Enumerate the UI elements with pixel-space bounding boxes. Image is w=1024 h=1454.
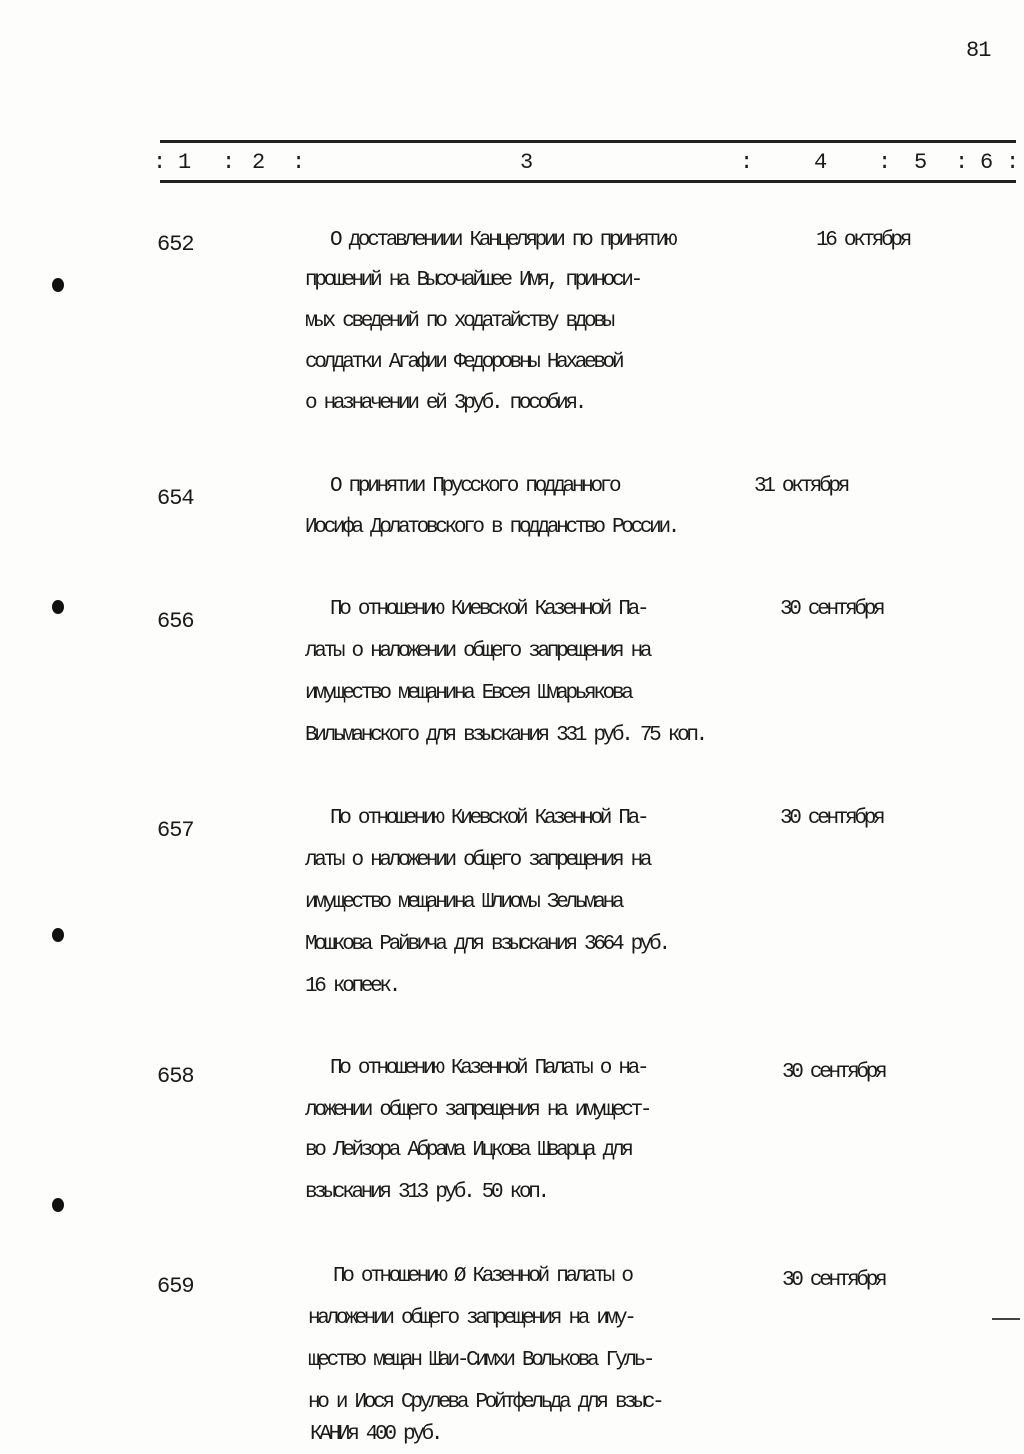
entry-line: По отношению Киевской Казенной Па- [330, 598, 647, 621]
entry-line: взыскания 313 руб. 50 коп. [305, 1181, 547, 1204]
entry-line: 16 копеек. [305, 975, 399, 998]
entry-line: солдатки Агафии Федоровны Нахаевой [305, 351, 622, 374]
col-4: 4 [814, 150, 828, 175]
hole-punch-mark [52, 600, 64, 614]
entry-line: КАНИя 400 руб. [310, 1423, 441, 1446]
col-sep: : [222, 150, 236, 175]
entry-line: По отношению Казенной Палаты о на- [330, 1057, 647, 1080]
entry-number: 654 [157, 486, 194, 511]
entry-line: латы о наложении общего запрещения на [305, 849, 650, 872]
entry-number: 656 [157, 609, 194, 634]
col-sep: : [292, 150, 306, 175]
entry-line: о назначении ей 3руб. пособия. [305, 392, 585, 415]
header-rule-top [160, 140, 1016, 143]
entry-date: 30 сентября [782, 1061, 885, 1084]
entry-number: 658 [157, 1064, 194, 1089]
entry-line: наложении общего запрещения на иму- [308, 1307, 634, 1330]
entry-line: По отношению Ø Казенной палаты о [333, 1265, 631, 1288]
col-sep: : [740, 150, 754, 175]
col-1: 1 [178, 150, 192, 175]
entry-line: О доставлениии Канцелярии по принятию [330, 229, 675, 252]
col-sep: : [153, 150, 167, 175]
col-6: 6 [980, 150, 994, 175]
entry-line: имущество мещанина Евсея Шмарьякова [305, 682, 631, 705]
col-sep: : [1006, 150, 1020, 175]
entry-date: 16 октября [816, 229, 910, 252]
entry-line: ложении общего запрещения на имущест- [305, 1099, 650, 1122]
entry-line: латы о наложении общего запрещения на [305, 640, 650, 663]
col-3: 3 [520, 150, 534, 175]
entry-number: 657 [157, 818, 194, 843]
entry-line: мых сведений по ходатайству вдовы [305, 310, 612, 333]
hole-punch-mark [52, 928, 64, 942]
hole-punch-mark [52, 1198, 64, 1212]
header-rule-bottom [160, 180, 1016, 183]
entry-line: О принятии Прусского подданного [330, 475, 619, 498]
margin-mark [992, 1318, 1020, 1320]
entry-date: 30 сентября [782, 1269, 885, 1292]
entry-line: Вильманского для взыскания 331 руб. 75 коп. [305, 724, 705, 747]
entry-line: По отношению Киевской Казенной Па- [330, 807, 647, 830]
entry-line: имущество мещанина Шлиомы Зельмана [305, 891, 622, 914]
entry-line: во Лейзора Абрама Ицкова Шварца для [305, 1139, 631, 1162]
entry-date: 31 октября [754, 475, 848, 498]
hole-punch-mark [52, 278, 64, 292]
entry-line: щество мещан Шаи-Симхи Волькова Гуль- [308, 1349, 653, 1372]
entry-number: 652 [157, 232, 194, 257]
entry-line: Мошкова Райвича для взыскания 3664 руб. [305, 933, 668, 956]
col-5: 5 [914, 150, 928, 175]
col-sep: : [955, 150, 969, 175]
entry-line: но и Иося Срулева Ройтфельда для взыс- [308, 1391, 662, 1414]
entry-number: 659 [157, 1274, 194, 1299]
col-sep: : [878, 150, 892, 175]
entry-date: 30 сентября [780, 598, 883, 621]
entry-date: 30 сентября [780, 807, 883, 830]
entry-line: Иосифа Долатовского в подданство России. [305, 516, 678, 539]
page-number: 81 [966, 38, 991, 63]
col-2: 2 [252, 150, 266, 175]
entry-line: прошений на Высочайшее Имя, приноси- [305, 269, 640, 292]
